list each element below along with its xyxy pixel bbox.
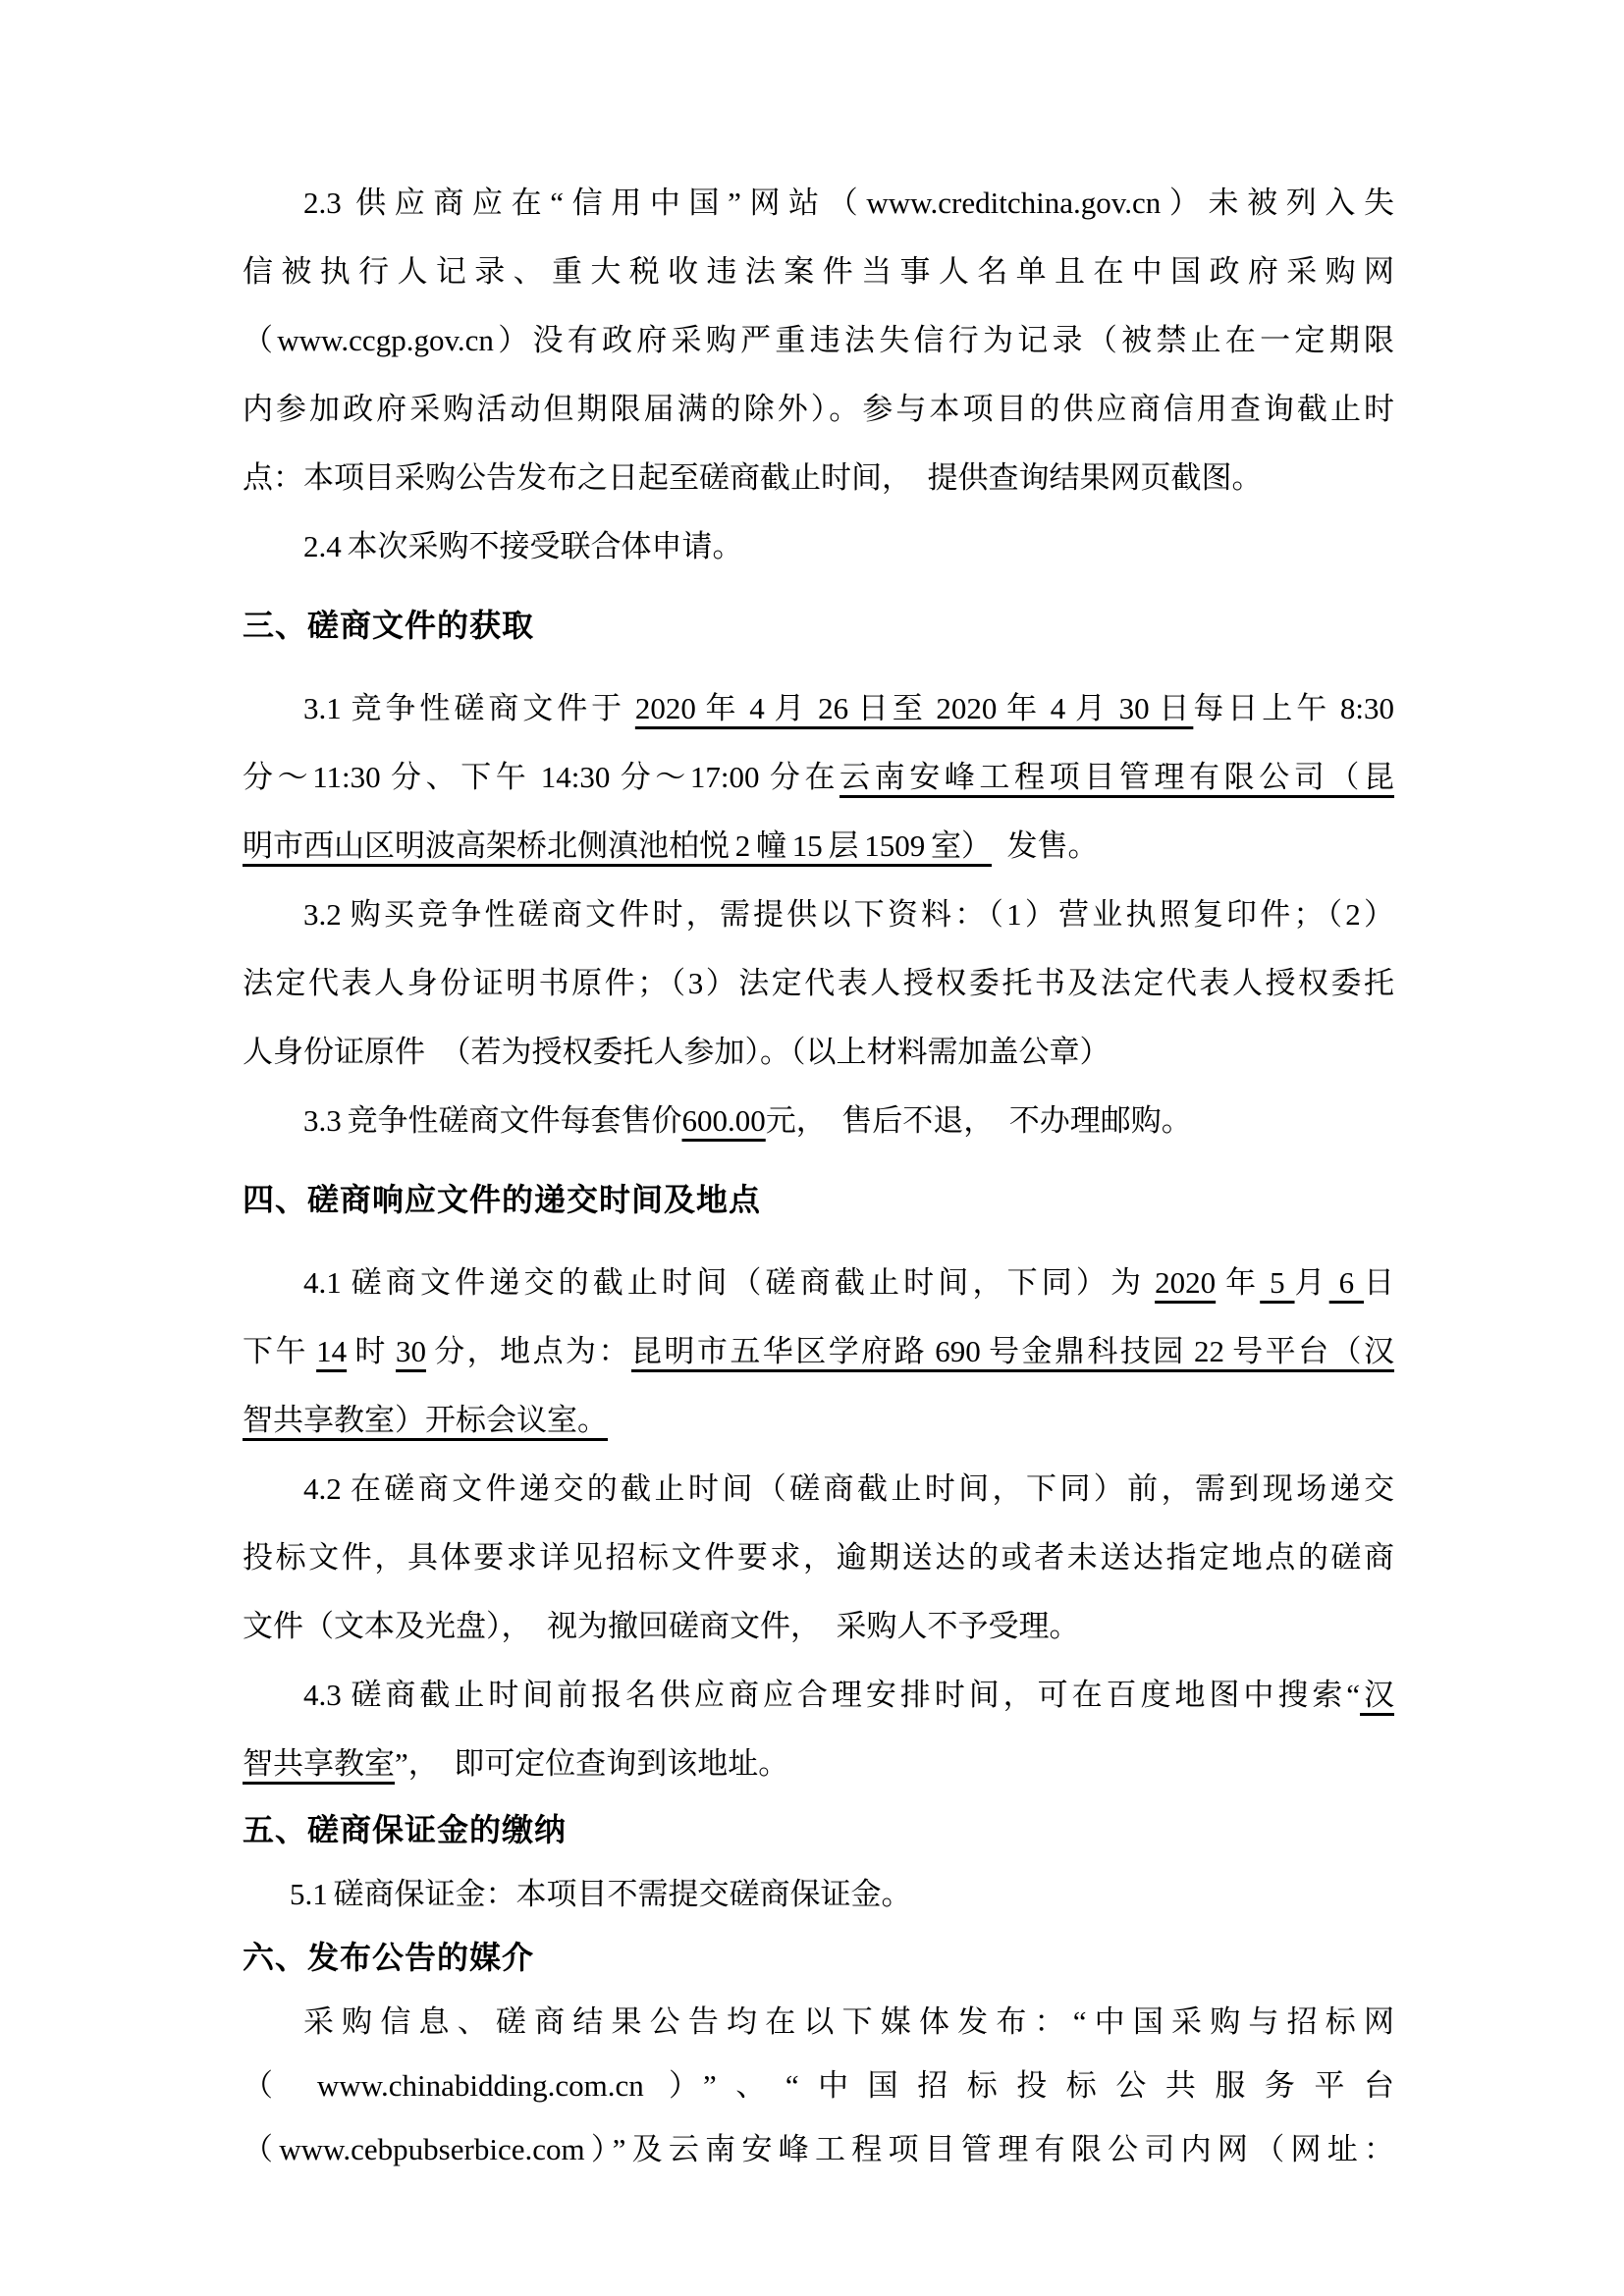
text-segment: 法定代表人身份证明书原件；（3）法定代表人授权委托书及法定代表人授权委托: [243, 966, 1394, 1000]
text-segment: 发售。: [992, 828, 1099, 863]
text-line: [243, 812, 1394, 881]
text-segment: 3.3 竞争性磋商文件每套售价: [303, 1103, 682, 1138]
text-line: [243, 674, 1394, 743]
text-line: [243, 512, 1394, 581]
text-segment: 3.1 竞争性磋商文件于: [303, 691, 635, 725]
underlined-text: 云南安峰工程项目管理有限公司（昆: [839, 760, 1395, 794]
text-line: [243, 1087, 1394, 1155]
underlined-text: 明市西山区明波高架桥北侧滇池柏悦 2 幢 15 层 1509 室）: [243, 828, 992, 863]
underlined-text: 智共享教室: [243, 1746, 395, 1781]
text-line: [243, 1990, 1394, 2054]
text-segment: （www.ccgp.gov.cn）没有政府采购严重违法失信行为记录（被禁止在一定期限: [243, 323, 1394, 357]
text-line: [243, 2054, 1394, 2117]
text-segment: 三、磋商文件的获取: [243, 608, 535, 643]
text-line: [243, 1592, 1394, 1661]
text-line: [243, 1730, 1394, 1798]
text-segment: 4.3 磋商截止时间前报名供应商应合理安排时间，可在百度地图中搜索“: [303, 1678, 1361, 1712]
text-segment: 文件（文本及光盘）， 视为撤回磋商文件， 采购人不予受理。: [243, 1609, 1080, 1643]
text-segment: 六、发布公告的媒介: [243, 1940, 535, 1975]
text-line: [243, 306, 1394, 375]
text-segment: 下午: [243, 1334, 317, 1368]
text-segment: 五、磋商保证金的缴纳: [243, 1812, 568, 1847]
text-line: [243, 1661, 1394, 1730]
text-line: [243, 1317, 1394, 1386]
text-segment: 信被执行人记录、重大税收违法案件当事人名单且在中国政府采购网: [243, 254, 1394, 289]
text-segment: 4.2 在磋商文件递交的截止时间（磋商截止时间，下同）前，需到现场递交: [303, 1471, 1394, 1506]
underlined-text: 5: [1260, 1265, 1295, 1300]
text-line: [243, 1455, 1394, 1523]
text-segment: 采购信息、磋商结果公告均在以下媒体发布：“中国采购与招标网: [303, 2004, 1394, 2039]
text-segment: 2.3 供应商应在“信用中国”网站（www.creditchina.gov.cn）未被列入失: [303, 186, 1394, 220]
text-segment: （www.cebpubserbice.com）”及云南安峰工程项目管理有限公司内网（网址：: [243, 2132, 1394, 2166]
text-segment: 5.1 磋商保证金：本项目不需提交磋商保证金。: [290, 1877, 912, 1911]
text-segment: 时: [347, 1334, 396, 1368]
text-segment: 月: [1294, 1265, 1329, 1300]
text-line: [243, 1018, 1394, 1087]
text-segment: 分，地点为：: [426, 1334, 631, 1368]
section-heading: [243, 1165, 1394, 1234]
text-segment: 年: [1216, 1265, 1261, 1300]
text-line: [243, 169, 1394, 238]
text-segment: ”， 即可定位查询到该地址。: [395, 1746, 789, 1781]
document-body: [243, 169, 1394, 2181]
underlined-text: 智共享教室）开标会议室。: [243, 1403, 608, 1437]
text-line: [243, 2117, 1394, 2181]
text-segment: 3.2 购买竞争性磋商文件时，需提供以下资料：（1）营业执照复印件；（2）: [303, 897, 1394, 932]
text-segment: 四、磋商响应文件的递交时间及地点: [243, 1182, 762, 1217]
text-line: [243, 949, 1394, 1018]
text-segment: 每日上午 8:30: [1193, 691, 1394, 725]
text-segment: （ www.chinabidding.com.cn ）”、“中国招标投标公共服务平台: [243, 2068, 1394, 2103]
underlined-text: 2020: [1155, 1265, 1217, 1300]
section-heading: [243, 1798, 1394, 1862]
text-line: [243, 1386, 1394, 1455]
text-segment: 点：本项目采购公告发布之日起至磋商截止时间， 提供查询结果网页截图。: [243, 460, 1263, 495]
section-heading: [243, 591, 1394, 660]
text-line: [243, 1862, 1394, 1926]
underlined-text: 14: [316, 1334, 348, 1368]
underlined-text: 2020 年 4 月 26 日至 2020 年 4 月 30 日: [634, 691, 1194, 725]
text-line: [243, 375, 1394, 444]
underlined-text: 汉: [1360, 1678, 1394, 1712]
underlined-text: 600.00: [681, 1103, 766, 1138]
text-line: [243, 444, 1394, 512]
section-heading: [243, 1926, 1394, 1990]
text-segment: 内参加政府采购活动但期限届满的除外）。参与本项目的供应商信用查询截止时: [243, 392, 1394, 426]
text-segment: 4.1 磋商文件递交的截止时间（磋商截止时间，下同）为: [303, 1265, 1156, 1300]
underlined-text: 30: [396, 1334, 426, 1368]
underlined-text: 6: [1328, 1265, 1364, 1300]
text-segment: 投标文件，具体要求详见招标文件要求，逾期送达的或者未送达指定地点的磋商: [243, 1540, 1394, 1575]
text-line: [243, 1249, 1394, 1317]
text-segment: 人身份证原件 （若为授权委托人参加）。（以上材料需加盖公章）: [243, 1035, 1110, 1069]
text-line: [243, 238, 1394, 306]
text-line: [243, 881, 1394, 949]
underlined-text: 昆明市五华区学府路 690 号金鼎科技园 22 号平台（汉: [630, 1334, 1395, 1368]
text-segment: 日: [1364, 1265, 1394, 1300]
text-line: [243, 1523, 1394, 1592]
text-segment: 元， 售后不退， 不办理邮购。: [765, 1103, 1192, 1138]
text-segment: 2.4 本次采购不接受联合体申请。: [303, 529, 743, 563]
text-line: [243, 743, 1394, 812]
text-segment: 分～11:30 分、下午 14:30 分～17:00 分在: [243, 760, 840, 794]
